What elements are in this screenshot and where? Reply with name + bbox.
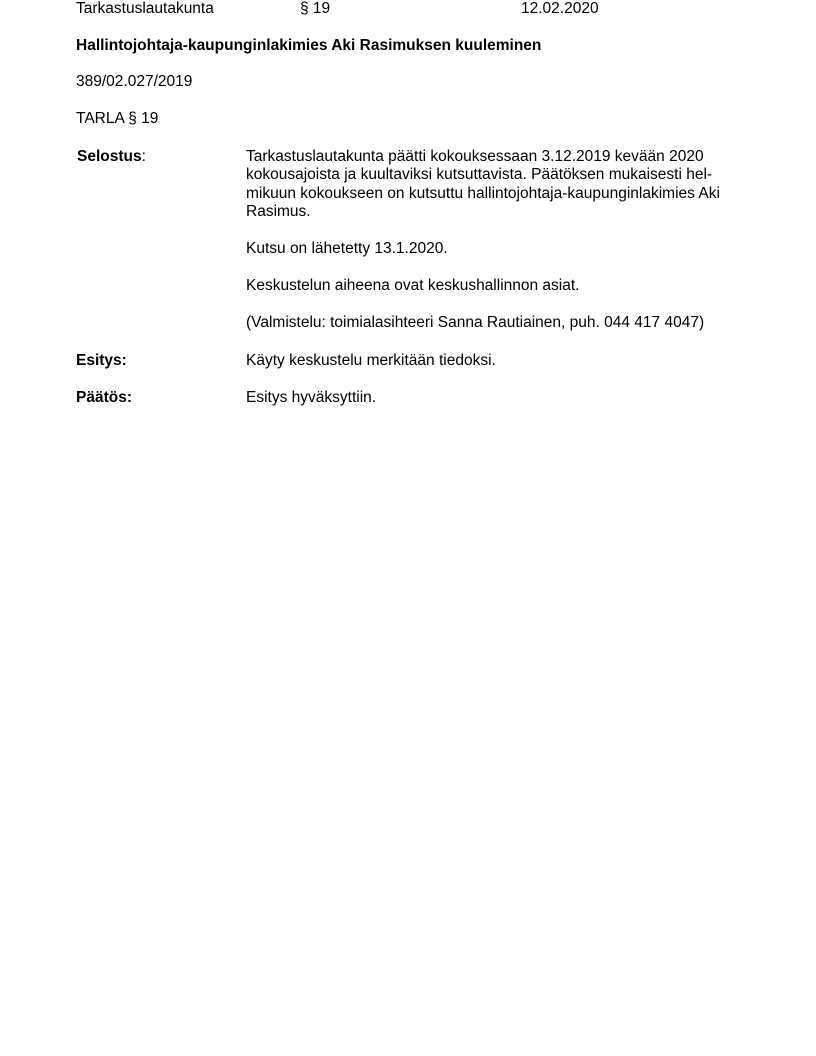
topic-paragraph: Keskustelun aiheena ovat keskushallinnon asiat.: [246, 277, 580, 294]
selostus-line: kokousajoista ja kuultaviksi kutsuttavista. Päätöksen mukaisesti hel-: [246, 166, 713, 184]
selostus-line: Tarkastuslautakunta päätti kokouksessaan 3.12.2019 kevään 2020: [246, 148, 704, 165]
selostus-label-text: Selostus: [77, 148, 142, 165]
selostus-line: mikuun kokoukseen on kutsuttu hallintojohtaja-kaupunginlakimies Aki: [246, 184, 720, 202]
esitys-label: Esitys:: [76, 352, 127, 369]
page-header: [76, 0, 776, 20]
header-date: 12.02.2020: [521, 0, 599, 17]
invitation-paragraph: Kutsu on lähetetty 13.1.2020.: [246, 240, 448, 257]
document-title: Hallintojohtaja-kaupunginlakimies Aki Rasimuksen kuuleminen: [76, 37, 542, 54]
preparer-paragraph: (Valmistelu: toimialasihteeri Sanna Rautiainen, puh. 044 417 4047): [246, 314, 705, 331]
selostus-line: Rasimus.: [246, 202, 311, 220]
selostus-label: [77, 148, 146, 166]
section-reference: TARLA § 19: [76, 110, 159, 127]
header-section: § 19: [300, 0, 331, 17]
selostus-label-colon: :: [141, 148, 146, 165]
paatos-text: Esitys hyväksyttiin.: [246, 389, 377, 406]
paatos-label: Päätös:: [76, 389, 132, 406]
esitys-text: Käyty keskustelu merkitään tiedoksi.: [246, 352, 496, 369]
diary-number: 389/02.027/2019: [76, 73, 193, 90]
header-organ: Tarkastuslautakunta: [76, 0, 214, 17]
selostus-paragraph: [246, 148, 751, 221]
